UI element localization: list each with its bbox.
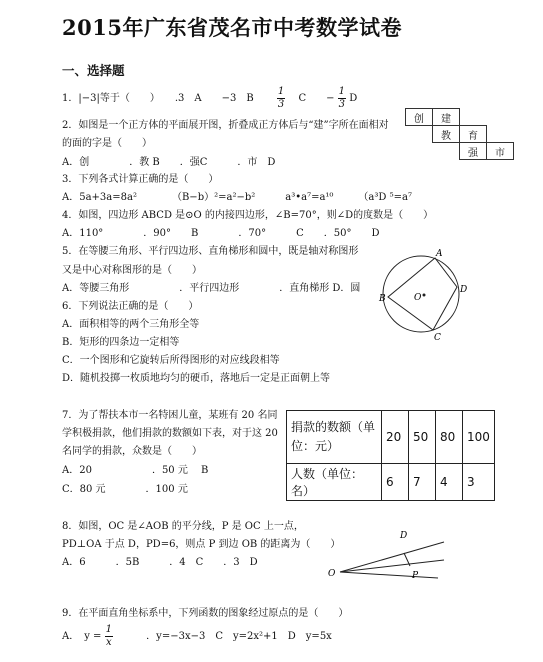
cube-cell: 市 — [487, 143, 514, 160]
cube-net — [405, 108, 514, 160]
label-a: A — [436, 249, 443, 259]
label-p: P — [412, 571, 419, 581]
question-7-options-cd: C．80 元 ．100 元 — [62, 484, 188, 495]
label-o: O — [328, 569, 336, 579]
question-4-line1: 4．如图，四边形 ABCD 是⊙O 的内接四边形，∠B=70°，则∠D的度数是（ ） — [62, 210, 434, 221]
question-1 — [62, 86, 357, 111]
section-heading: 一、选择题 — [62, 63, 125, 78]
question-7-line1: 7．为了帮扶本市一名特困儿童，某班有 20 名同 — [62, 410, 278, 421]
table-cell: 80 — [436, 411, 463, 464]
question-5-options: A．等腰三角形 ．平行四边形 ．直角梯形 D．圆 — [62, 283, 361, 294]
question-7-options-ab: A．20 ．50 元 B — [62, 465, 209, 476]
table-cell: 3 — [463, 464, 495, 501]
angle-bisector-figure — [322, 520, 452, 590]
question-5-line2: 又是中心对称图形的是（ ） — [62, 265, 202, 276]
q1-fraction-b: $\frac{1}{3}$ — [277, 86, 285, 110]
cube-cell: 创 — [406, 109, 433, 126]
page-title: 2015年广东省茂名市中考数学试卷 — [62, 15, 402, 40]
q1-fraction-d: $\frac{1}{3}$ — [338, 86, 346, 110]
question-3-options: A．5a+3a=8a² （B−b）²=a²−b² a³•a⁷=a¹⁰ （a³D ⁵=a⁷ — [62, 192, 412, 203]
donation-table — [286, 410, 495, 501]
table-row-head: 捐款的数额（单位：元） — [287, 411, 382, 464]
question-6-option-d: D．随机投掷一枚质地均匀的硬币，落地后一定是正面朝上等 — [62, 373, 331, 384]
question-7-line2: 学积极捐款，他们捐款的数额如下表，对于这 20 — [62, 428, 278, 439]
cube-cell: 强 — [460, 143, 487, 160]
label-c: C — [434, 333, 441, 343]
table-cell: 50 — [409, 411, 436, 464]
question-6-option-c: C．一个图形和它旋转后所得图形的对应线段相等 — [62, 355, 280, 366]
label-b: B — [379, 294, 386, 304]
q9-option-a: A． y = — [62, 631, 102, 642]
q1-option-c: C − — [288, 93, 335, 104]
question-7-line3: 名同学的捐款，众数是（ ） — [62, 446, 202, 457]
q1-option-d: D — [349, 93, 358, 104]
table-cell: 4 — [436, 464, 463, 501]
table-row-head: 人数（单位：名） — [287, 464, 382, 501]
question-6-option-b: B．矩形的四条边一定相等 — [62, 337, 180, 348]
question-9-options — [62, 624, 332, 649]
q9-options-rest: ．y=−3x−3 C y=2x²+1 D y=5x — [116, 631, 332, 642]
label-d: D — [460, 285, 468, 295]
q1-text: 1．|−3|等于（ ） .3 A −3 B — [62, 93, 274, 104]
question-8-options: A．6 ．5B ．4 C ．3 D — [62, 557, 258, 568]
question-2-options: A．创 ．教 B ．强C ．市 D — [62, 157, 276, 168]
question-2-line2: 的面的字是（ ） — [62, 138, 152, 149]
table-cell: 20 — [382, 411, 409, 464]
label-d: D — [400, 531, 408, 541]
question-6-line1: 6．下列说法正确的是（ ） — [62, 301, 199, 312]
question-3-line1: 3．下列各式计算正确的是（ ） — [62, 174, 219, 185]
label-o: O — [414, 293, 422, 303]
q9-fraction: $\frac{1}{x}$ — [105, 624, 112, 648]
question-9-line1: 9．在平面直角坐标系中，下列函数的图象经过原点的是（ ） — [62, 608, 349, 619]
question-8-line1: 8．如图，OC 是∠AOB 的平分线，P 是 OC 上一点， — [62, 521, 304, 532]
inscribed-quadrilateral-figure — [376, 244, 476, 344]
question-6-option-a: A．面积相等的两个三角形全等 — [62, 319, 200, 330]
cube-cell: 建 — [433, 109, 460, 126]
cube-cell: 育 — [460, 126, 487, 143]
cube-cell: 教 — [433, 126, 460, 143]
table-cell: 100 — [463, 411, 495, 464]
question-4-options: A．110° ．90° B ．70° C ．50° D — [62, 228, 380, 239]
table-cell: 7 — [409, 464, 436, 501]
question-5-line1: 5．在等腰三角形、平行四边形、直角梯形和圆中，既是轴对称图形 — [62, 246, 359, 257]
table-cell: 6 — [382, 464, 409, 501]
question-2-line1: 2．如图是一个正方体的平面展开图，折叠成正方体后与“建”字所在面相对 — [62, 120, 389, 131]
question-8-line2: PD⊥OA 于点 D，PD=6，则点 P 到边 OB 的距离为（ ） — [62, 539, 341, 550]
